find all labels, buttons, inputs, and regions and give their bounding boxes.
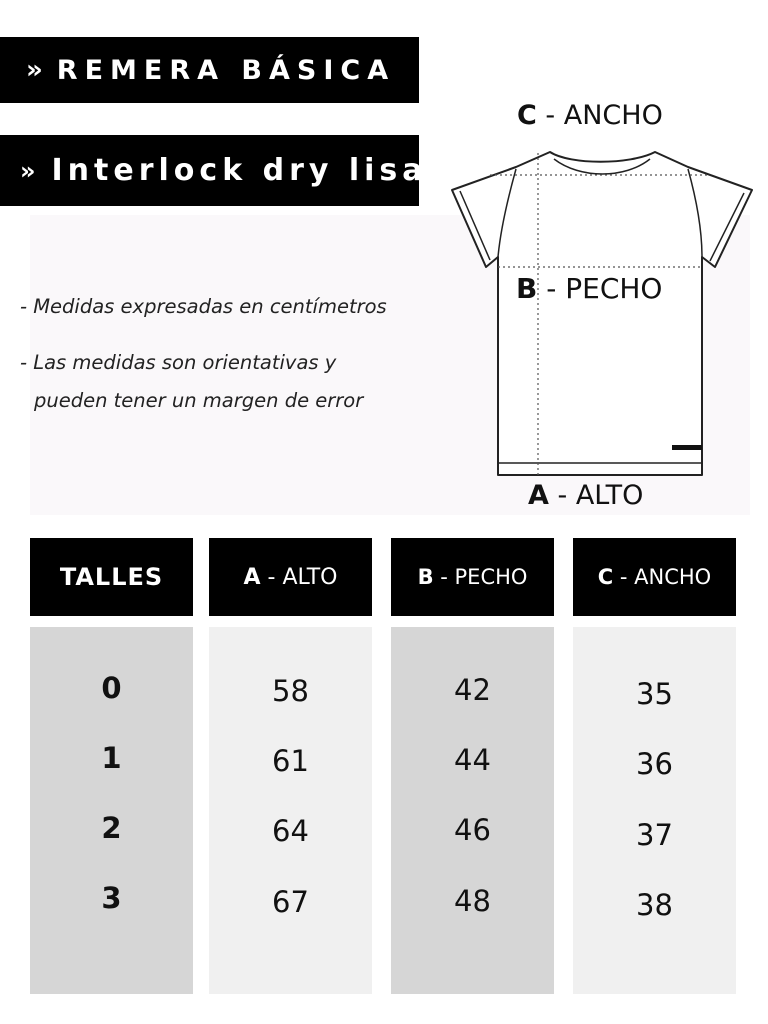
talle-cell: 3 [101, 881, 122, 915]
pecho-cell: 48 [454, 884, 491, 918]
talle-cell: 2 [101, 811, 122, 845]
header-alto: A - ALTO [209, 538, 372, 616]
fabric-name: Interlock dry lisa [51, 153, 428, 188]
column-pecho [391, 627, 554, 994]
pecho-cell: 42 [454, 673, 491, 707]
tshirt-tag [672, 445, 702, 450]
diagram-label-ancho: C - ANCHO [517, 100, 663, 131]
talle-cell: 0 [101, 671, 122, 705]
ancho-cell: 36 [636, 747, 673, 781]
tshirt-body [452, 152, 752, 475]
chevron-icon: » [26, 55, 43, 85]
product-title: REMERA BÁSICA [56, 54, 396, 86]
alto-cell: 64 [272, 814, 309, 848]
column-alto [209, 627, 372, 994]
ancho-cell: 37 [636, 818, 673, 852]
pecho-cell: 46 [454, 813, 491, 847]
diagram-label-alto: A - ALTO [528, 480, 644, 511]
chevron-icon: » [20, 156, 36, 185]
note-units: - Medidas expresadas en centímetros [20, 295, 387, 318]
tshirt-diagram [450, 145, 760, 485]
ancho-cell: 38 [636, 888, 673, 922]
column-talles [30, 627, 193, 994]
pecho-cell: 44 [454, 743, 491, 777]
header-talles: TALLES [30, 538, 193, 616]
header-pecho: B - PECHO [391, 538, 554, 616]
ancho-cell: 35 [636, 677, 673, 711]
alto-cell: 67 [272, 885, 309, 919]
note-orientative-1: - Las medidas son orientativas y [20, 351, 337, 374]
fabric-banner [0, 135, 428, 206]
talle-cell: 1 [101, 741, 122, 775]
diagram-label-pecho: B - PECHO [516, 272, 663, 305]
product-title-banner [0, 37, 419, 103]
alto-cell: 58 [272, 674, 309, 708]
column-ancho [573, 627, 736, 994]
note-orientative-2: pueden tener un margen de error [34, 389, 364, 412]
header-ancho: C - ANCHO [573, 538, 736, 616]
notes [20, 288, 440, 420]
alto-cell: 61 [272, 744, 309, 778]
